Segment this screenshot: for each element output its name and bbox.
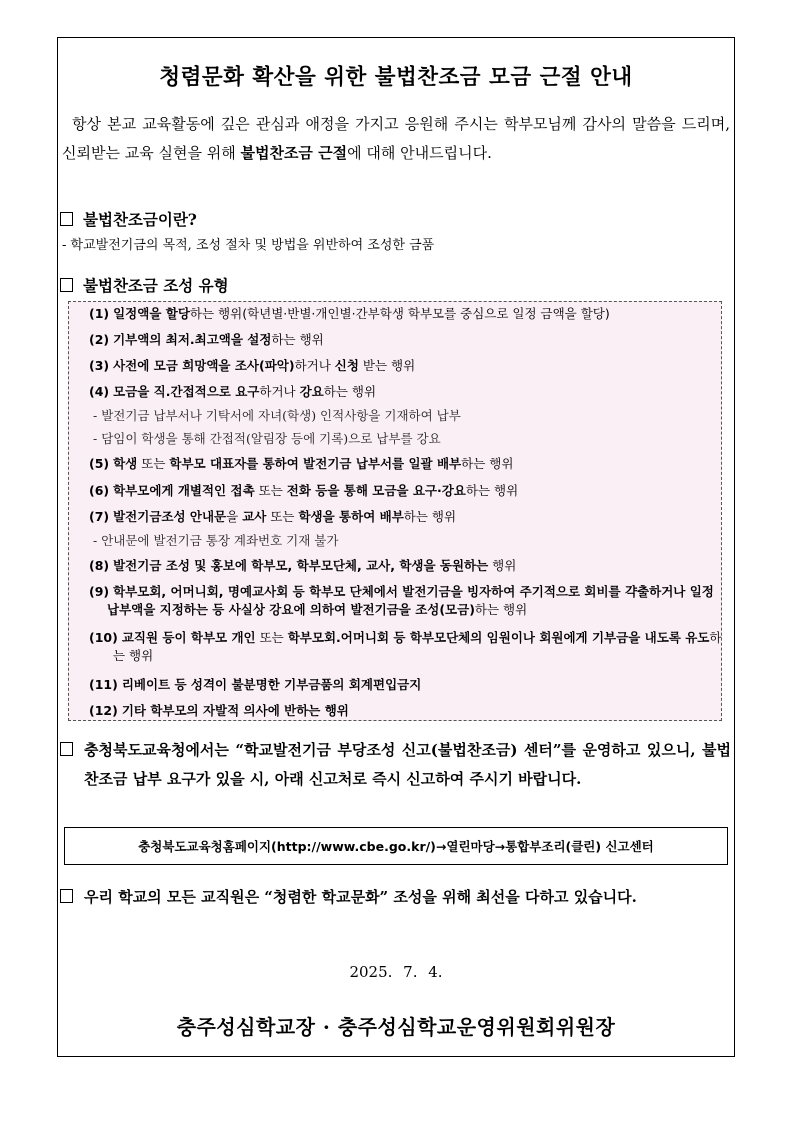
types-box xyxy=(68,301,722,721)
type-item: (5) 학생 또는 학부모 대표자를 통하여 발전기금 납부서를 일괄 배부하는 행위 xyxy=(89,456,514,471)
type-item: (7) 발전기금조성 안내문을 교사 또는 학생을 통하여 배부하는 행위 xyxy=(89,509,457,524)
notice-frame xyxy=(57,37,735,1057)
report-text: 충청북도교육청에서는 “학교발전기금 부당조성 신고(불법찬조금) 센터”를 운영하고 있으니, 불법찬조금 납부 요구가 있을 시, 아래 신고처로 즉시 신고하여 주시기 바랍니다. xyxy=(84,741,731,788)
type-note: - 안내문에 발전기금 통장 계좌번호 기재 불가 xyxy=(93,533,339,548)
page-title: 청렴문화 확산을 위한 불법찬조금 모금 근절 안내 xyxy=(159,65,633,90)
closing-paragraph xyxy=(60,883,731,912)
signer: 충주성심학교장 · 충주성심학교운영위원회위원장 xyxy=(176,1015,616,1039)
issue-date: 2025. 7. 4. xyxy=(349,963,443,981)
checkbox-bullet-icon xyxy=(60,889,73,903)
closing-text: 우리 학교의 모든 교직원은 “청렴한 학교문화” 조성을 위해 최선을 다하고 있습니다. xyxy=(84,888,637,906)
report-contact-box: 충청북도교육청홈페이지(http://www.cbe.go.kr/)→열린마당→통합부조리(클린) 신고센터 xyxy=(64,827,728,865)
type-item: (3) 사전에 모금 희망액을 조사(파악)하거나 신청 받는 행위 xyxy=(89,358,416,373)
type-note: - 발전기금 납부서나 기탁서에 자녀(학생) 인적사항을 기재하여 납부 xyxy=(93,408,461,423)
report-paragraph xyxy=(60,736,731,794)
intro-text-end: 에 대해 안내드립니다. xyxy=(347,143,492,162)
type-note: - 담임이 학생을 통해 간접적(알림장 등에 기록)으로 납부를 강요 xyxy=(93,431,441,446)
intro-emphasis: 불법찬조금 근절 xyxy=(240,143,348,162)
checkbox-bullet-icon xyxy=(60,212,73,226)
type-item: (1) 일정액을 할당하는 행위(학년별·반별·개인별·간부학생 학부모를 중심으로 일정 금액을 할당) xyxy=(89,306,610,321)
type-item: (9) 학부모회, 어머니회, 명예교사회 등 학부모 단체에서 발전기금을 빙자하여 주기적으로 회비를 갹출하거나 일정 납부액을 지정하는 등 사실상 강요에 의하여 발전기금을 조성(모금)하는 행위 xyxy=(89,584,714,617)
type-item: (8) 발전기금 조성 및 홍보에 학부모, 학부모단체, 교사, 학생을 동원하는 행위 xyxy=(89,558,517,573)
type-item: (11) 리베이트 등 성격이 불분명한 기부금품의 회계편입금지 xyxy=(89,677,422,692)
definition-text: - 학교발전기금의 목적, 조성 절차 및 방법을 위반하여 조성한 금품 xyxy=(62,238,435,253)
intro-text: 항상 본교 교육활동에 깊은 관심과 애정을 가지고 응원해 주시는 학부모님께 감사의 말씀을 드리며, 신뢰받는 교육 실현을 위해 xyxy=(62,115,730,162)
type-item: (10) 교직원 등이 학부모 개인 또는 학부모회.어머니회 등 학부모단체의 임원이나 회원에게 기부금을 내도록 유도하는 행위 xyxy=(89,630,722,663)
intro-paragraph xyxy=(62,110,730,167)
checkbox-bullet-icon xyxy=(60,278,73,292)
type-item: (2) 기부액의 최저.최고액을 설정하는 행위 xyxy=(89,332,324,347)
type-item: (6) 학부모에게 개별적인 접촉 또는 전화 등을 통해 모금을 요구·강요하는 행위 xyxy=(89,483,519,498)
section-definition-heading: 불법찬조금이란? xyxy=(60,208,197,230)
type-item: (12) 기타 학부모의 자발적 의사에 반하는 행위 xyxy=(89,703,349,718)
type-item: (4) 모금을 직.간접적으로 요구하거나 강요하는 행위 xyxy=(89,384,377,399)
checkbox-bullet-icon xyxy=(60,742,73,756)
section-types-heading: 불법찬조금 조성 유형 xyxy=(60,274,229,296)
